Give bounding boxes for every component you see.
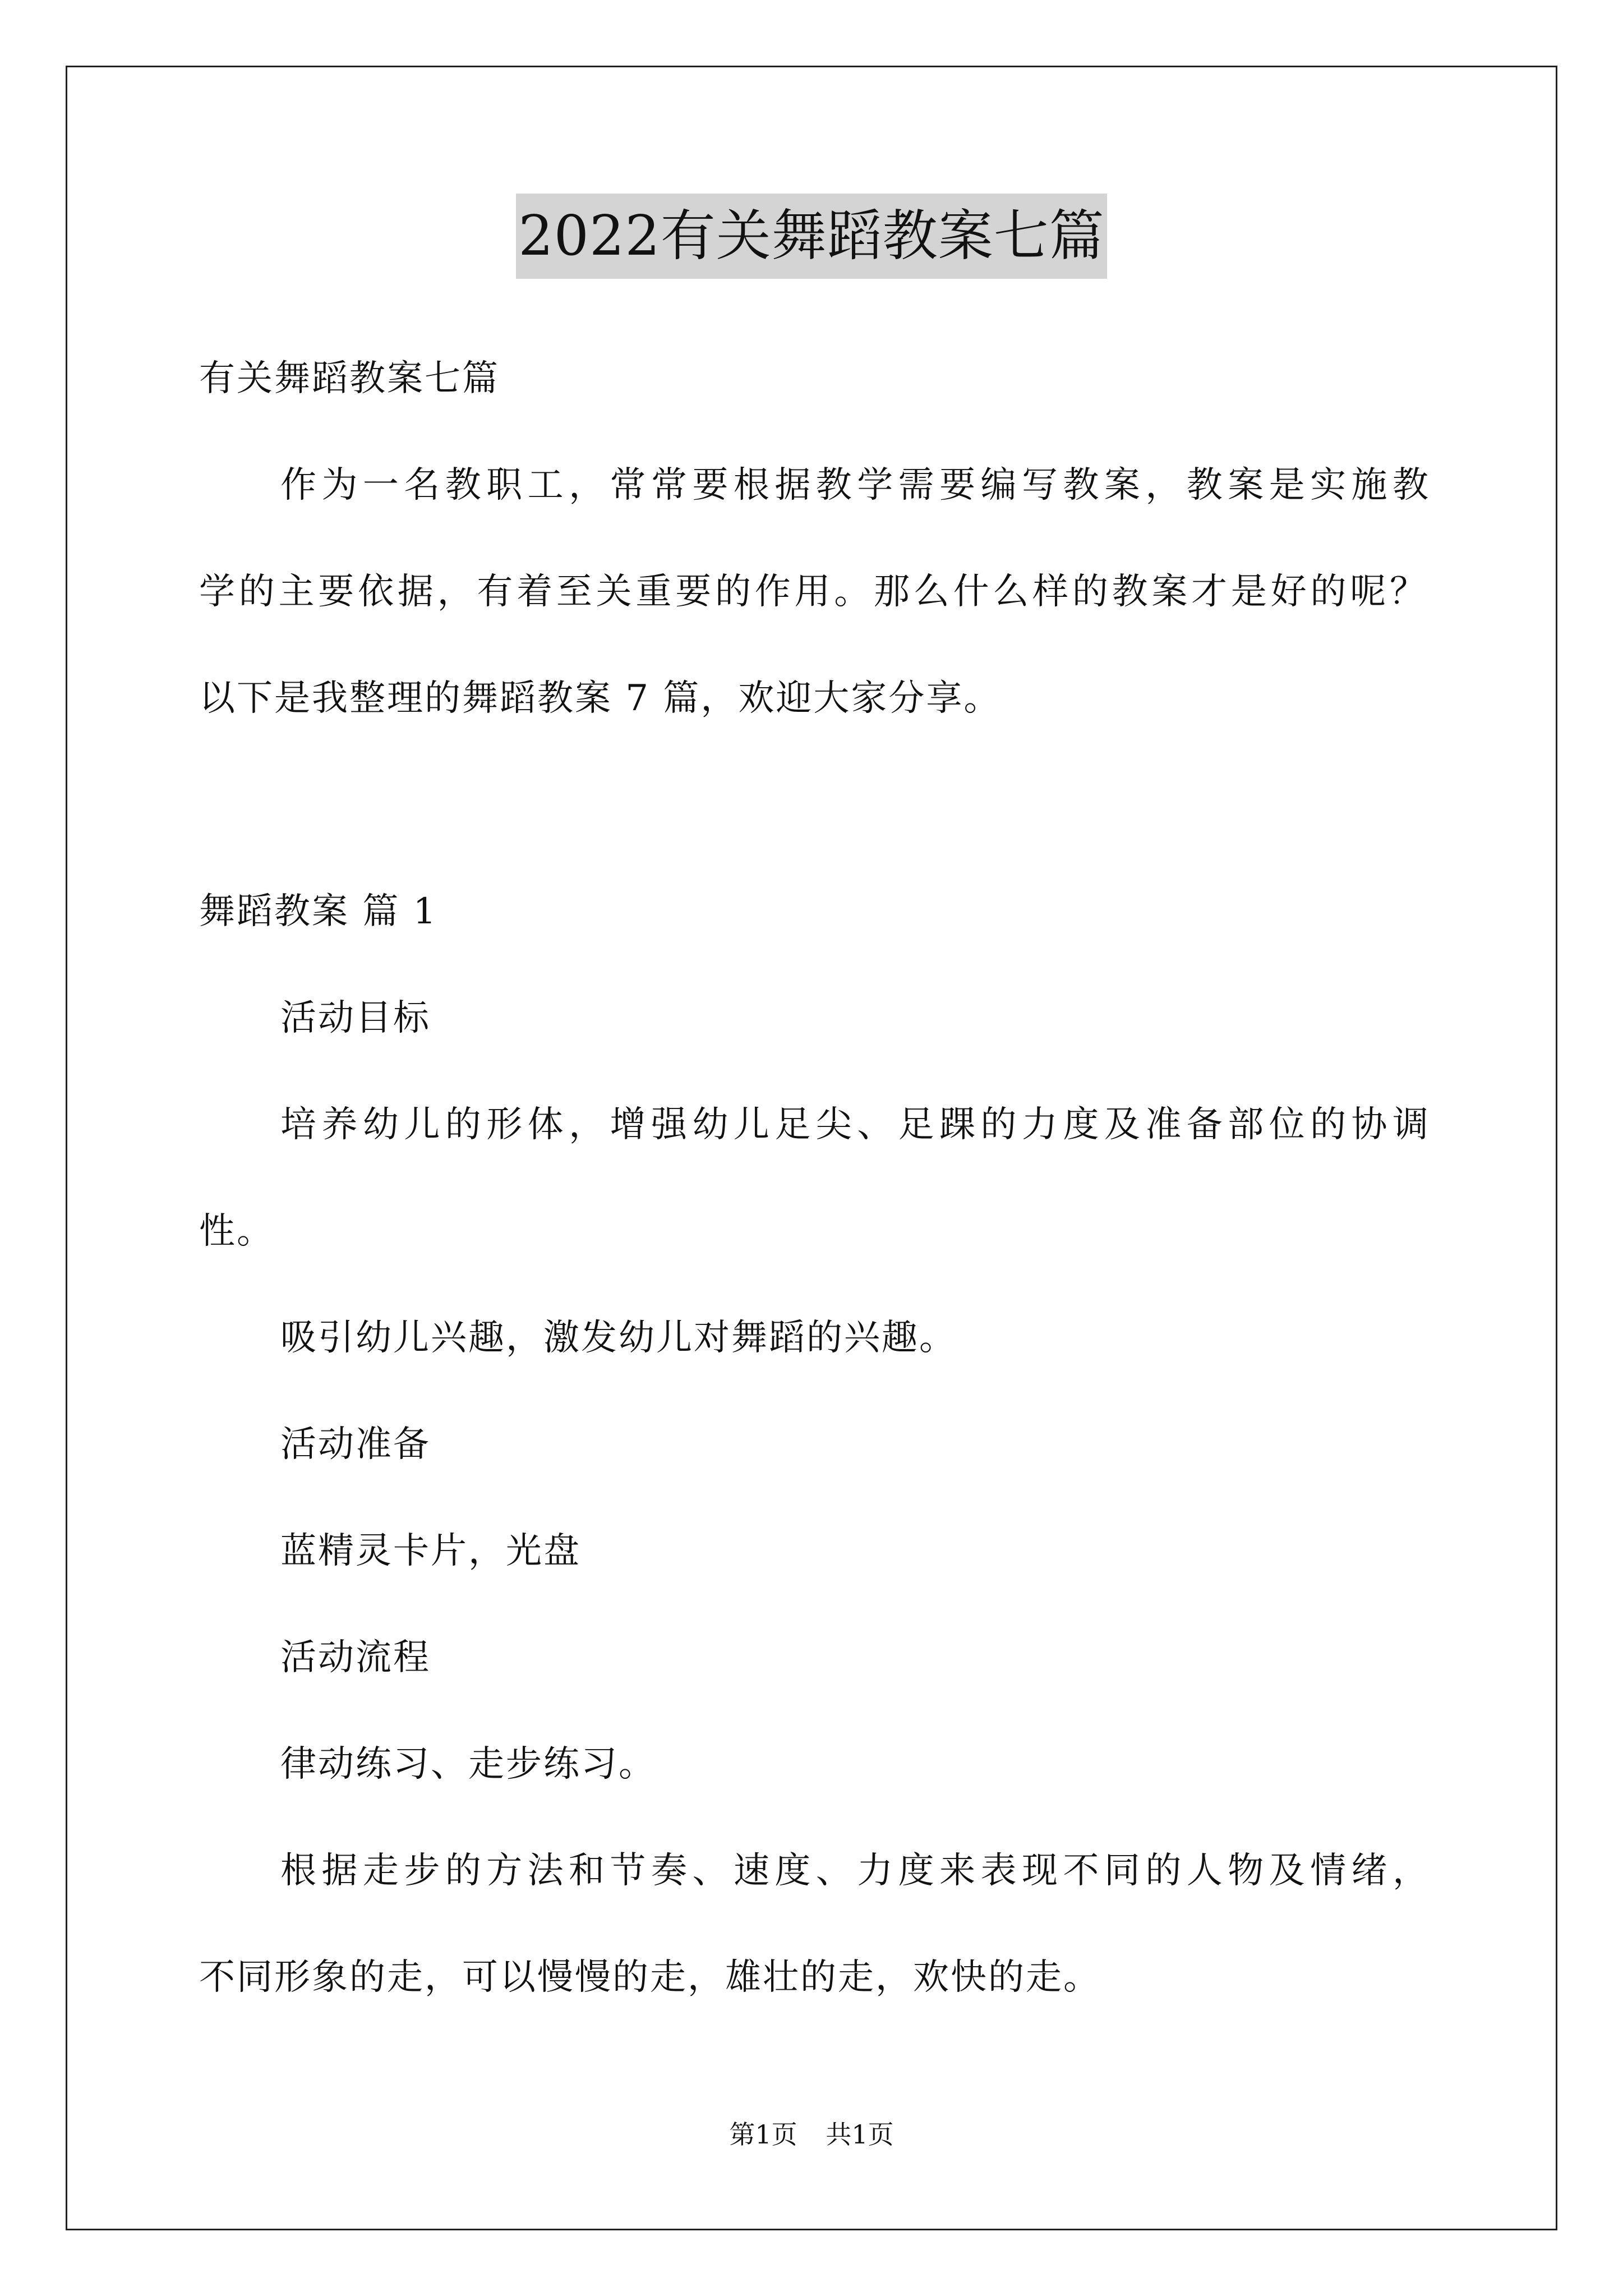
paragraph-flow-1: 律动练习、走步练习。 xyxy=(280,1743,656,1785)
paragraph-flow-2-cont: 不同形象的走，可以慢慢的走，雄壮的走，欢快的走。 xyxy=(199,1957,1101,1998)
page-number: 第1页 xyxy=(729,2119,797,2150)
intro-line-3: 以下是我整理的舞蹈教案 7 篇，欢迎大家分享。 xyxy=(199,678,1002,719)
section-heading: 舞蹈教案 篇 1 xyxy=(199,891,438,932)
title-container xyxy=(0,194,1623,279)
paragraph-activity-prep: 活动准备 xyxy=(280,1424,431,1465)
intro-line-2: 学的主要依据，有着至关重要的作用。那么什么样的教案才是好的呢？ xyxy=(199,571,1427,613)
document-subtitle: 有关舞蹈教案七篇 xyxy=(199,358,500,399)
paragraph-prep-items: 蓝精灵卡片，光盘 xyxy=(280,1530,581,1572)
paragraph-flow-2: 根据走步的方法和节奏、速度、力度来表现不同的人物及情绪， xyxy=(280,1850,1430,1892)
paragraph-activity-goals: 活动目标 xyxy=(280,997,431,1039)
page-footer xyxy=(0,2118,1623,2151)
paragraph-goal-1: 培养幼儿的形体，增强幼儿足尖、足踝的力度及准备部位的协调 xyxy=(280,1104,1430,1145)
paragraph-goal-1-cont: 性。 xyxy=(199,1211,274,1252)
document-title: 2022有关舞蹈教案七篇 xyxy=(516,194,1106,279)
intro-line-1: 作为一名教职工，常常要根据教学需要编写教案，教案是实施教 xyxy=(280,464,1430,506)
paragraph-goal-2: 吸引幼儿兴趣，激发幼儿对舞蹈的兴趣。 xyxy=(280,1317,957,1359)
paragraph-activity-flow: 活动流程 xyxy=(280,1637,431,1678)
page-total: 共1页 xyxy=(826,2119,894,2150)
